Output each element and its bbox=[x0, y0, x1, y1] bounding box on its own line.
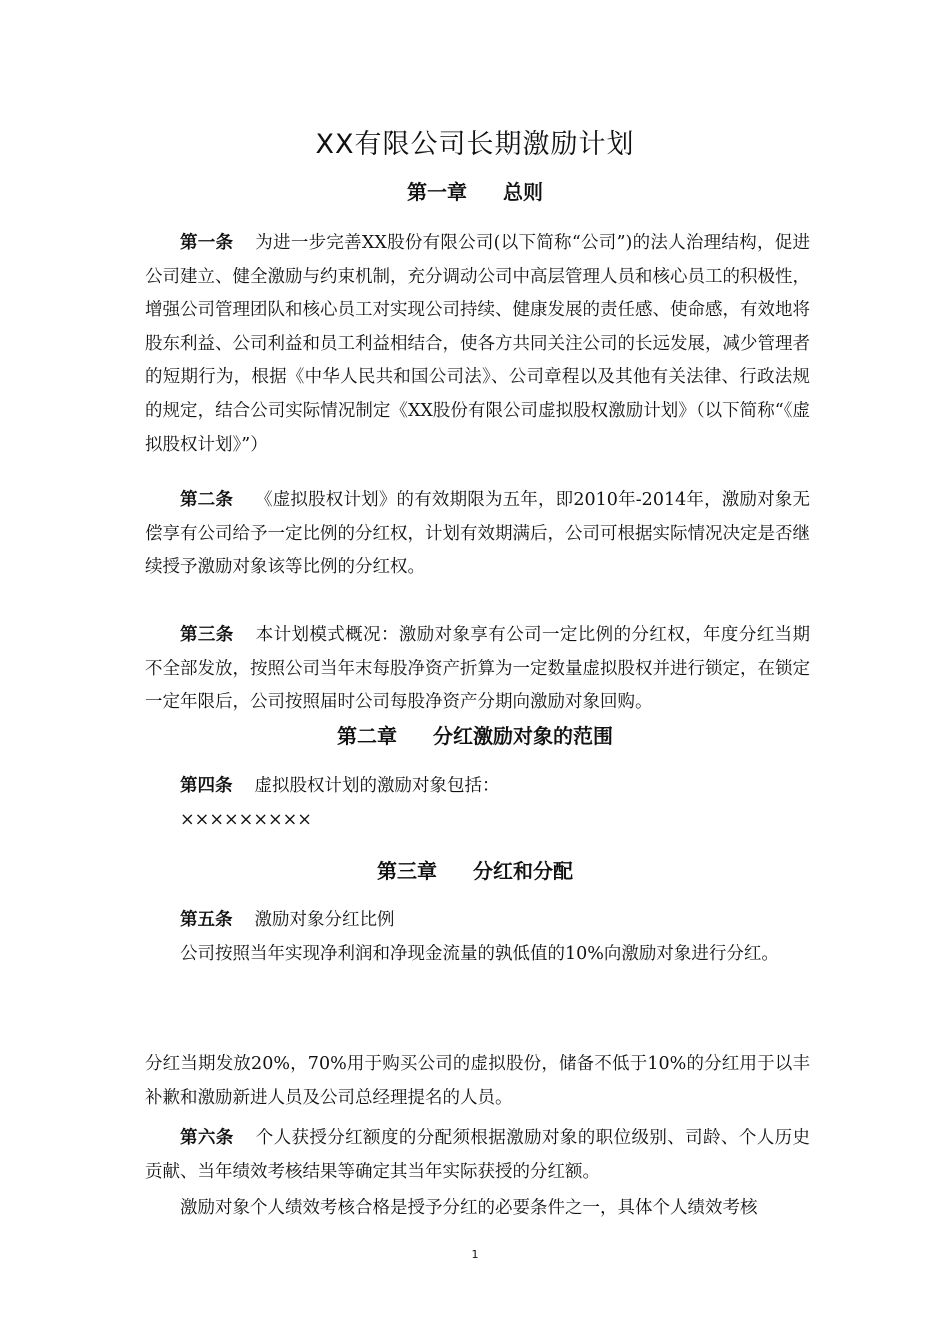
article-6-paragraph-1: 激励对象个人绩效考核合格是授予分红的必要条件之一，具体个人绩效考核 bbox=[180, 1198, 758, 1218]
article-label: 第一条 bbox=[180, 233, 234, 253]
article-5-paragraph-2: 分红当期发放20%，70%用于购买公司的虚拟股份，储备不低于10%的分红用于以丰补歉和激励新进人员及公司总经理提名的人员。 bbox=[145, 1054, 810, 1108]
article-text: 激励对象分红比例 bbox=[254, 910, 395, 930]
article-label: 第二条 bbox=[180, 490, 234, 510]
article-text: 个人获授分红额度的分配须根据激励对象的职位级别、司龄、个人历史贡献、当年绩效考核结果等确定其当年实际获授的分红额。 bbox=[145, 1128, 811, 1182]
article-label: 第三条 bbox=[180, 625, 234, 645]
article-text: 《虚拟股权计划》的有效期限为五年，即2010年-2014年，激励对象无偿享有公司给予一定比例的分红权，计划有效期满后，公司可根据实际情况决定是否继续授予激励对象该等比例的分红权。 bbox=[145, 490, 811, 578]
article-6 bbox=[145, 1122, 810, 1189]
article-text: 本计划模式概况：激励对象享有公司一定比例的分红权，年度分红当期不全部发放，按照公司当年末每股净资产折算为一定数量虚拟股权并进行锁定，在锁定一定年限后，公司按照届时公司每股净资产分期向激励对象回购。 bbox=[145, 625, 811, 713]
chapter-number: 第三章 bbox=[377, 859, 437, 883]
article-label: 第五条 bbox=[180, 910, 233, 930]
article-text: 虚拟股权计划的激励对象包括： bbox=[254, 776, 500, 796]
chapter-heading-3 bbox=[0, 855, 950, 884]
chapter-number: 第二章 bbox=[337, 724, 397, 748]
chapter-heading-1 bbox=[0, 176, 950, 205]
article-4 bbox=[145, 770, 810, 804]
article-5-paragraph-1: 公司按照当年实现净利润和净现金流量的孰低值的10%向激励对象进行分红。 bbox=[180, 944, 779, 964]
article-label: 第四条 bbox=[180, 776, 233, 796]
chapter-title: 分红和分配 bbox=[473, 859, 573, 883]
chapter-heading-2 bbox=[0, 720, 950, 749]
chapter-number: 第一章 bbox=[407, 180, 467, 204]
article-label: 第六条 bbox=[180, 1128, 234, 1148]
page-number: 1 bbox=[471, 1248, 479, 1261]
article-4-list: ××××××××× bbox=[180, 810, 312, 830]
article-5 bbox=[145, 904, 810, 938]
article-1 bbox=[145, 227, 810, 462]
article-text: 为进一步完善XX股份有限公司(以下简称“公司”)的法人治理结构，促进公司建立、健全激励与约束机制，充分调动公司中高层管理人员和核心员工的积极性，增强公司管理团队和核心员工对实现公司持续、健康发展的责任感、使命感，有效地将股东利益、公司利益和员工利益相结合，使各方共同关注公司的长远发展，减少管理者的短期行为，根据《中华人民共和国公司法》、公司章程以及其他有关法律、行政法规的规定，结合公司实际情况制定《XX股份有限公司虚拟股权激励计划》（以下简称“《虚拟股权计划》”） bbox=[145, 233, 810, 455]
article-2 bbox=[145, 484, 810, 585]
article-3 bbox=[145, 619, 810, 720]
chapter-title: 总则 bbox=[503, 180, 543, 204]
chapter-title: 分红激励对象的范围 bbox=[433, 724, 613, 748]
document-title: XX有限公司长期激励计划 bbox=[315, 129, 635, 160]
